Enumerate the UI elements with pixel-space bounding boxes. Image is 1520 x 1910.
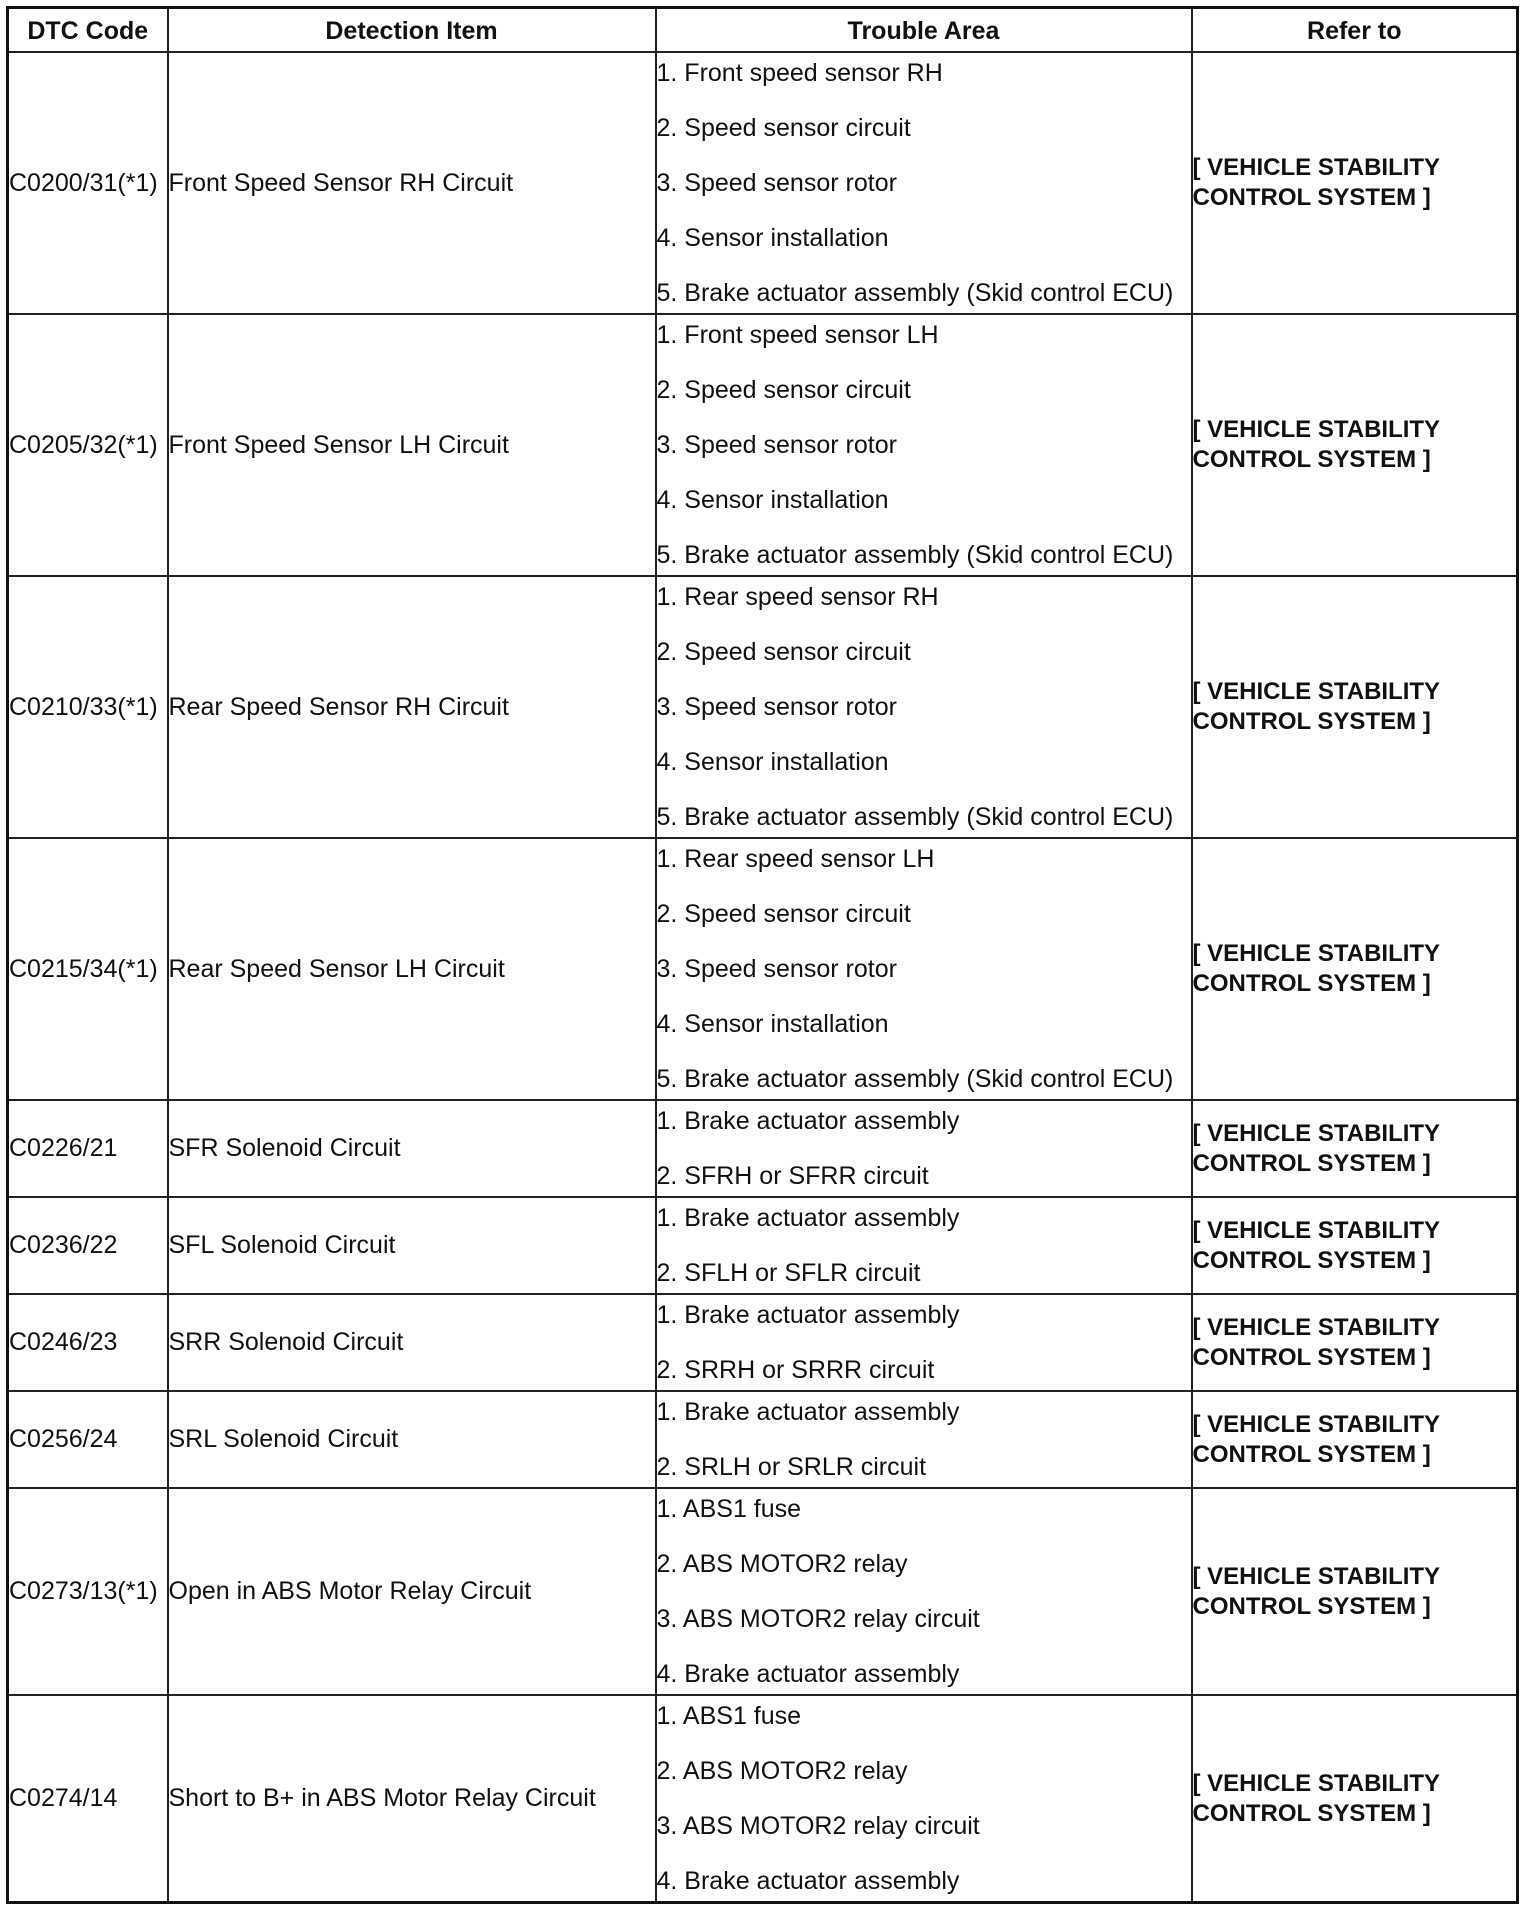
header-dtc-code: DTC Code	[8, 8, 168, 53]
trouble-area-item: 1. Rear speed sensor RH	[656, 583, 939, 611]
table-row	[8, 838, 1518, 1100]
trouble-area-item: 4. Sensor installation	[656, 748, 889, 776]
refer-to-link[interactable]: CONTROL SYSTEM ]	[1192, 1592, 1431, 1620]
refer-to-link[interactable]: [ VEHICLE STABILITY	[1192, 1562, 1441, 1590]
trouble-area-item: 1. Brake actuator assembly	[656, 1398, 960, 1426]
refer-to-link[interactable]: CONTROL SYSTEM ]	[1192, 1246, 1431, 1274]
detection-item-cell: Rear Speed Sensor RH Circuit	[168, 576, 656, 838]
refer-to-cell	[1192, 1695, 1518, 1903]
refer-to-cell	[1192, 314, 1518, 576]
trouble-area-cell	[656, 838, 1192, 1100]
trouble-area-item: 1. Rear speed sensor LH	[656, 845, 935, 873]
dtc-code-cell: C0210/33(*1)	[8, 576, 168, 838]
trouble-area-item: 1. Front speed sensor RH	[656, 59, 943, 87]
refer-to-cell	[1192, 1197, 1518, 1294]
trouble-area-item: 3. ABS MOTOR2 relay circuit	[656, 1812, 980, 1840]
detection-item-cell: Open in ABS Motor Relay Circuit	[168, 1488, 656, 1695]
trouble-area-cell	[656, 1488, 1192, 1695]
trouble-area-item: 1. Brake actuator assembly	[656, 1301, 960, 1329]
trouble-area-item: 4. Sensor installation	[656, 1010, 889, 1038]
refer-to-link[interactable]: CONTROL SYSTEM ]	[1192, 1149, 1431, 1177]
trouble-area-item: 3. ABS MOTOR2 relay circuit	[656, 1605, 980, 1633]
trouble-area-item: 1. ABS1 fuse	[656, 1702, 802, 1730]
detection-item-cell: SRL Solenoid Circuit	[168, 1391, 656, 1488]
trouble-area-item: 4. Brake actuator assembly	[656, 1867, 960, 1895]
trouble-area-item: 2. Speed sensor circuit	[656, 638, 911, 666]
trouble-area-cell	[656, 1294, 1192, 1391]
table-row	[8, 314, 1518, 576]
refer-to-cell	[1192, 838, 1518, 1100]
refer-to-cell	[1192, 52, 1518, 314]
table-row	[8, 1695, 1518, 1903]
detection-item-cell: Front Speed Sensor LH Circuit	[168, 314, 656, 576]
refer-to-link[interactable]: [ VEHICLE STABILITY	[1192, 1410, 1441, 1438]
trouble-area-item: 2. SRRH or SRRR circuit	[656, 1356, 935, 1384]
trouble-area-cell	[656, 576, 1192, 838]
refer-to-link[interactable]: [ VEHICLE STABILITY	[1192, 416, 1441, 443]
refer-to-link[interactable]: CONTROL SYSTEM ]	[1192, 1343, 1431, 1371]
refer-to-link[interactable]: CONTROL SYSTEM ]	[1192, 184, 1431, 211]
dtc-code-cell: C0273/13(*1)	[8, 1488, 168, 1695]
detection-item-cell: SFL Solenoid Circuit	[168, 1197, 656, 1294]
trouble-area-item: 2. Speed sensor circuit	[656, 900, 911, 928]
trouble-area-item: 4. Brake actuator assembly	[656, 1660, 960, 1688]
trouble-area-item: 3. Speed sensor rotor	[656, 431, 897, 459]
detection-item-cell: Short to B+ in ABS Motor Relay Circuit	[168, 1695, 656, 1903]
trouble-area-cell	[656, 52, 1192, 314]
table-row	[8, 1488, 1518, 1695]
refer-to-link[interactable]: CONTROL SYSTEM ]	[1192, 1440, 1431, 1468]
trouble-area-item: 1. Brake actuator assembly	[656, 1204, 960, 1232]
dtc-code-cell: C0200/31(*1)	[8, 52, 168, 314]
trouble-area-item: 2. SFRH or SFRR circuit	[656, 1162, 929, 1190]
table-body	[8, 52, 1518, 1903]
trouble-area-cell	[656, 1100, 1192, 1197]
trouble-area-item: 4. Sensor installation	[656, 486, 889, 514]
trouble-area-item: 2. SRLH or SRLR circuit	[656, 1453, 927, 1481]
trouble-area-item: 3. Speed sensor rotor	[656, 955, 897, 983]
trouble-area-item: 2. ABS MOTOR2 relay	[656, 1757, 908, 1785]
refer-to-cell	[1192, 1391, 1518, 1488]
trouble-area-item: 2. Speed sensor circuit	[656, 114, 911, 142]
trouble-area-item: 5. Brake actuator assembly (Skid control ECU)	[656, 1065, 1174, 1093]
refer-to-link[interactable]: CONTROL SYSTEM ]	[1192, 708, 1431, 735]
dtc-code-cell: C0205/32(*1)	[8, 314, 168, 576]
trouble-area-item: 5. Brake actuator assembly (Skid control ECU)	[656, 279, 1174, 307]
trouble-area-item: 2. SFLH or SFLR circuit	[656, 1259, 921, 1287]
table-row	[8, 52, 1518, 314]
trouble-area-item: 5. Brake actuator assembly (Skid control ECU)	[656, 803, 1174, 831]
detection-item-cell: SRR Solenoid Circuit	[168, 1294, 656, 1391]
header-detection-item: Detection Item	[168, 8, 656, 53]
refer-to-link[interactable]: [ VEHICLE STABILITY	[1192, 1216, 1441, 1244]
refer-to-link[interactable]: [ VEHICLE STABILITY	[1192, 940, 1441, 967]
refer-to-cell	[1192, 1294, 1518, 1391]
trouble-area-item: 3. Speed sensor rotor	[656, 693, 897, 721]
refer-to-link[interactable]: CONTROL SYSTEM ]	[1192, 970, 1431, 997]
refer-to-link[interactable]: [ VEHICLE STABILITY	[1192, 1119, 1441, 1147]
dtc-code-cell: C0236/22	[8, 1197, 168, 1294]
trouble-area-item: 1. ABS1 fuse	[656, 1495, 802, 1523]
dtc-code-cell: C0215/34(*1)	[8, 838, 168, 1100]
refer-to-link[interactable]: [ VEHICLE STABILITY	[1192, 1313, 1441, 1341]
header-refer-to: Refer to	[1192, 8, 1518, 53]
refer-to-link[interactable]: CONTROL SYSTEM ]	[1192, 1799, 1431, 1827]
trouble-area-cell	[656, 1391, 1192, 1488]
trouble-area-item: 2. ABS MOTOR2 relay	[656, 1550, 908, 1578]
detection-item-cell: Rear Speed Sensor LH Circuit	[168, 838, 656, 1100]
trouble-area-cell	[656, 1197, 1192, 1294]
trouble-area-item: 4. Sensor installation	[656, 224, 889, 252]
dtc-code-cell: C0226/21	[8, 1100, 168, 1197]
trouble-area-item: 2. Speed sensor circuit	[656, 376, 911, 404]
refer-to-link[interactable]: CONTROL SYSTEM ]	[1192, 446, 1431, 473]
table-row	[8, 1391, 1518, 1488]
refer-to-link[interactable]: [ VEHICLE STABILITY	[1192, 154, 1441, 181]
table-row	[8, 1197, 1518, 1294]
refer-to-cell	[1192, 576, 1518, 838]
refer-to-link[interactable]: [ VEHICLE STABILITY	[1192, 1769, 1441, 1797]
trouble-area-cell	[656, 1695, 1192, 1903]
refer-to-cell	[1192, 1100, 1518, 1197]
dtc-table	[6, 6, 1519, 1904]
refer-to-cell	[1192, 1488, 1518, 1695]
trouble-area-item: 5. Brake actuator assembly (Skid control ECU)	[656, 541, 1174, 569]
refer-to-link[interactable]: [ VEHICLE STABILITY	[1192, 678, 1441, 705]
table-header-row	[8, 8, 1518, 53]
trouble-area-item: 1. Front speed sensor LH	[656, 321, 939, 349]
dtc-code-cell: C0274/14	[8, 1695, 168, 1903]
trouble-area-item: 3. Speed sensor rotor	[656, 169, 897, 197]
trouble-area-item: 1. Brake actuator assembly	[656, 1107, 960, 1135]
detection-item-cell: SFR Solenoid Circuit	[168, 1100, 656, 1197]
table-row	[8, 576, 1518, 838]
table-row	[8, 1294, 1518, 1391]
dtc-code-cell: C0246/23	[8, 1294, 168, 1391]
trouble-area-cell	[656, 314, 1192, 576]
table-row	[8, 1100, 1518, 1197]
header-trouble-area: Trouble Area	[656, 8, 1192, 53]
detection-item-cell: Front Speed Sensor RH Circuit	[168, 52, 656, 314]
dtc-code-cell: C0256/24	[8, 1391, 168, 1488]
